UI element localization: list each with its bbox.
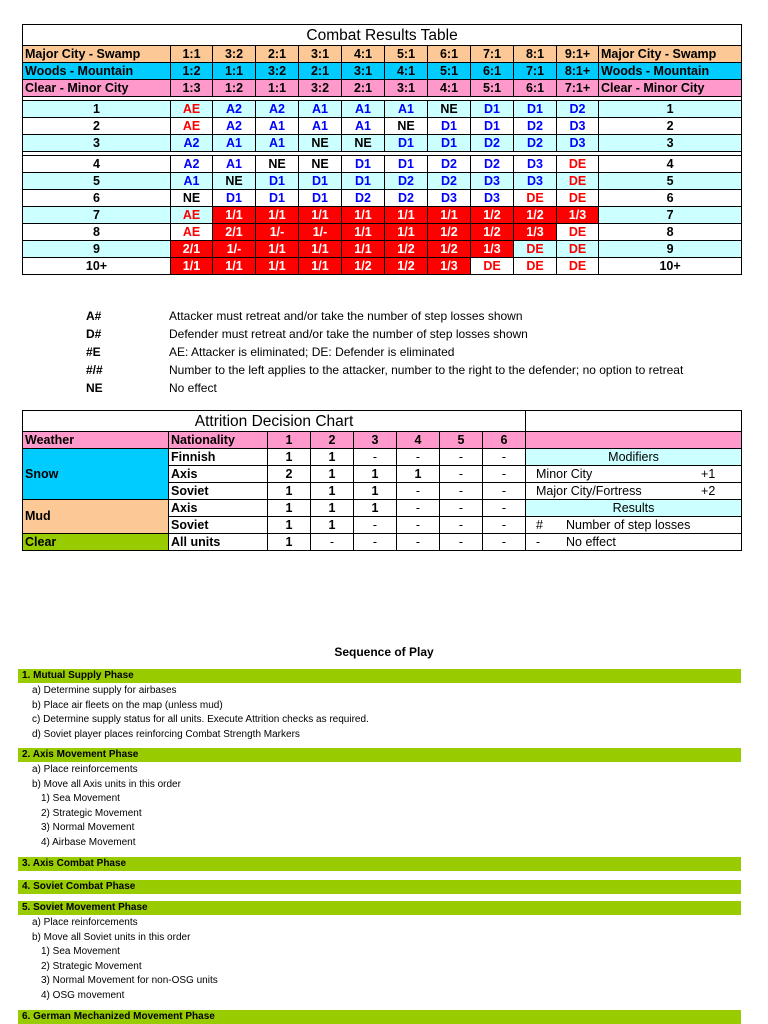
result-symbol: - [536,534,541,549]
legend-key: D# [86,327,102,341]
result-cell: AE [171,118,213,135]
attrition-value: 1 [354,466,397,483]
result-cell: AE [171,224,213,241]
result-cell: D1 [385,156,428,173]
result-cell: D1 [299,190,342,207]
result-cell: 1/2 [471,224,514,241]
phase-step: b) Move all Axis units in this order [32,778,181,790]
nationality-cell: Axis [169,500,268,517]
attrition-value: - [483,534,526,551]
result-cell: DE [514,190,557,207]
roll-header: 4 [397,432,440,449]
attrition-value: 1 [268,483,311,500]
result-row [23,156,742,173]
result-cell: NE [256,156,299,173]
phase-step: 1) Sea Movement [41,793,120,805]
modifier-label: Minor City [536,466,593,481]
result-cell: NE [385,118,428,135]
result-cell: 1/1 [385,224,428,241]
phase-step: d) Soviet player places reinforcing Combat Strength Markers [32,728,300,740]
attrition-value: 1 [268,534,311,551]
attrition-value: 1 [311,466,354,483]
attrition-value: 1 [311,449,354,466]
odds-cell: 3:1 [342,63,385,80]
result-row [23,135,742,152]
odds-cell: 7:1 [471,46,514,63]
weather-snow: Snow [23,449,169,500]
result-row [23,118,742,135]
attrition-value: - [440,466,483,483]
odds-cell: 1:1 [256,80,299,97]
attrition-value: - [483,517,526,534]
phase-header: 3. Axis Combat Phase [18,857,741,871]
result-row [23,173,742,190]
phase-header: 4. Soviet Combat Phase [18,880,741,894]
legend-key: NE [86,381,103,395]
result-cell: A2 [171,135,213,152]
die-roll: 8 [23,224,171,241]
phase-step: a) Place reinforcements [32,917,138,928]
result-cell: D1 [342,173,385,190]
result-cell: 2/1 [171,241,213,258]
phase-step: c) Determine supply status for all units. Execute Attrition checks as required. [32,714,369,726]
attrition-value: 1 [311,500,354,517]
attrition-row [23,500,742,517]
roll-header: 1 [268,432,311,449]
die-roll: 2 [23,118,171,135]
attrition-value: - [440,534,483,551]
result-cell: D3 [514,156,557,173]
combat-results-table [22,24,742,275]
phase-step: 3) Normal Movement for non-OSG units [41,975,218,987]
result-cell: 1/1 [428,207,471,224]
nationality-cell: Soviet [169,517,268,534]
result-cell: D2 [385,173,428,190]
phase-step: 1) Sea Movement [41,946,120,958]
odds-cell: 3:2 [256,63,299,80]
attrition-row [23,534,742,551]
die-roll: 2 [599,118,742,135]
result-cell: D2 [471,156,514,173]
attrition-value: - [397,517,440,534]
phase-step: b) Move all Soviet units in this order [32,931,191,943]
result-cell: D1 [514,101,557,118]
die-roll: 9 [23,241,171,258]
die-roll: 6 [23,190,171,207]
result-cell: D1 [299,173,342,190]
result-entry [526,534,742,551]
result-cell: 1/1 [342,224,385,241]
phase-step: 3) Normal Movement [41,822,135,834]
result-cell: 1/2 [342,258,385,275]
result-row [23,101,742,118]
result-cell: 1/2 [385,241,428,258]
result-cell: A2 [213,118,256,135]
odds-cell: 1:3 [171,80,213,97]
roll-header: 6 [483,432,526,449]
modifier-label: Major City/Fortress [536,483,642,498]
die-roll: 9 [599,241,742,258]
terrain-row [23,63,742,80]
terrain-row [23,80,742,97]
attrition-value: - [311,534,354,551]
result-cell: D2 [428,173,471,190]
die-roll: 10+ [599,258,742,275]
attrition-value: - [440,483,483,500]
result-cell: A1 [385,101,428,118]
result-cell: NE [299,156,342,173]
legend-key: #/# [86,363,103,377]
result-cell: D1 [471,101,514,118]
result-cell: D1 [213,190,256,207]
attrition-value: - [397,483,440,500]
result-cell: DE [514,258,557,275]
result-cell: D1 [385,135,428,152]
die-roll: 5 [23,173,171,190]
result-cell: A2 [171,156,213,173]
result-row [23,190,742,207]
odds-cell: 7:1+ [557,80,599,97]
odds-cell: 2:1 [299,63,342,80]
result-cell: 1/1 [342,207,385,224]
phase-step: a) Place reinforcements [32,764,138,775]
nationality-header: Nationality [169,432,268,449]
result-cell: A1 [213,156,256,173]
odds-cell: 8:1+ [557,63,599,80]
result-row [23,224,742,241]
result-cell: A1 [299,101,342,118]
result-cell: 1/2 [514,207,557,224]
result-cell: D3 [514,173,557,190]
result-cell: NE [299,135,342,152]
result-cell: D1 [256,190,299,207]
die-roll: 7 [599,207,742,224]
result-cell: AE [171,101,213,118]
modifier-entry [526,466,742,483]
phase-step: 2) Strategic Movement [41,960,142,972]
result-cell: DE [557,224,599,241]
attrition-value: 1 [397,466,440,483]
result-cell: AE [171,207,213,224]
odds-cell: 6:1 [514,80,557,97]
attrition-value: - [440,500,483,517]
result-cell: DE [557,258,599,275]
result-cell: 1/2 [428,224,471,241]
result-cell: NE [213,173,256,190]
result-cell: 1/1 [256,241,299,258]
modifiers-title: Modifiers [526,449,742,466]
odds-cell: 5:1 [471,80,514,97]
roll-header: 5 [440,432,483,449]
die-roll: 4 [23,156,171,173]
odds-cell: 4:1 [428,80,471,97]
result-cell: 1/3 [428,258,471,275]
result-cell: A2 [256,101,299,118]
result-cell: A1 [256,135,299,152]
odds-cell: 9:1+ [557,46,599,63]
attrition-value: - [354,534,397,551]
result-cell: D2 [514,135,557,152]
die-roll: 6 [599,190,742,207]
result-cell: D1 [471,118,514,135]
terrain-label: Clear - Minor City [23,80,171,97]
result-cell: A1 [299,118,342,135]
odds-cell: 2:1 [342,80,385,97]
die-roll: 10+ [23,258,171,275]
odds-cell: 7:1 [514,63,557,80]
odds-cell: 5:1 [428,63,471,80]
odds-cell: 1:2 [213,80,256,97]
die-roll: 4 [599,156,742,173]
odds-cell: 3:2 [299,80,342,97]
result-cell: A1 [256,118,299,135]
result-text: Number of step losses [566,517,691,532]
nationality-cell: All units [169,534,268,551]
sequence-of-play-title: Sequence of Play [334,645,434,659]
nationality-cell: Finnish [169,449,268,466]
result-cell: NE [342,135,385,152]
phase-step: b) Place air fleets on the map (unless mud) [32,699,223,711]
attrition-value: 1 [268,449,311,466]
result-text: No effect [566,534,616,549]
result-cell: D1 [428,135,471,152]
odds-cell: 5:1 [385,46,428,63]
result-cell: D1 [342,156,385,173]
result-cell: DE [557,190,599,207]
odds-cell: 3:2 [213,46,256,63]
attrition-value: - [440,449,483,466]
attrition-value: - [397,449,440,466]
result-cell: 1/1 [299,258,342,275]
result-cell: A2 [213,101,256,118]
result-cell: D3 [557,135,599,152]
odds-cell: 1:2 [171,63,213,80]
roll-header: 3 [354,432,397,449]
attrition-title: Attrition Decision Chart [23,411,526,432]
legend-description: No effect [169,381,217,395]
result-symbol: # [536,517,543,532]
result-cell: 1/3 [514,224,557,241]
die-roll: 1 [23,101,171,118]
result-cell: 1/1 [299,207,342,224]
result-cell: 1/1 [299,241,342,258]
die-roll: 3 [599,135,742,152]
result-cell: DE [514,241,557,258]
attrition-value: 1 [354,483,397,500]
result-cell: 1/1 [213,258,256,275]
attrition-value: 2 [268,466,311,483]
result-cell: D3 [428,190,471,207]
terrain-row [23,46,742,63]
phase-header: 6. German Mechanized Movement Phase [18,1010,741,1024]
legend-description: Attacker must retreat and/or take the number of step losses shown [169,309,523,323]
attrition-value: 1 [268,500,311,517]
attrition-value: - [483,500,526,517]
result-cell: 1/3 [557,207,599,224]
nationality-cell: Axis [169,466,268,483]
result-cell: D2 [342,190,385,207]
result-cell: D2 [471,135,514,152]
result-cell: 1/2 [385,258,428,275]
crt-title: Combat Results Table [23,25,742,46]
result-cell: 1/1 [171,258,213,275]
weather-header: Weather [23,432,169,449]
attrition-value: - [397,500,440,517]
result-entry [526,517,742,534]
die-roll: 1 [599,101,742,118]
legend-key: #E [86,345,101,359]
attrition-value: 1 [311,483,354,500]
modifier-value: +2 [701,483,716,498]
modifier-value: +1 [701,466,716,481]
odds-cell: 4:1 [342,46,385,63]
result-cell: 1/1 [342,241,385,258]
legend-key: A# [86,309,102,323]
result-cell: D2 [557,101,599,118]
attrition-value: - [397,534,440,551]
result-cell: 1/2 [428,241,471,258]
attrition-value: 1 [311,517,354,534]
result-cell: 1/1 [256,258,299,275]
odds-cell: 6:1 [471,63,514,80]
attrition-decision-chart [22,410,742,551]
odds-cell: 2:1 [256,46,299,63]
phase-header: 2. Axis Movement Phase [18,748,741,762]
result-cell: D2 [385,190,428,207]
result-cell: NE [171,190,213,207]
die-roll: 5 [599,173,742,190]
result-cell: NE [428,101,471,118]
die-roll: 7 [23,207,171,224]
result-cell: A1 [342,101,385,118]
result-row [23,207,742,224]
legend-description: Defender must retreat and/or take the number of step losses shown [169,327,528,341]
weather-clear: Clear [23,534,169,551]
result-cell: D3 [471,190,514,207]
terrain-label: Major City - Swamp [599,46,742,63]
terrain-label: Clear - Minor City [599,80,742,97]
phase-step: 2) Strategic Movement [41,807,142,819]
result-cell: D3 [557,118,599,135]
result-cell: DE [557,156,599,173]
weather-mud: Mud [23,500,169,534]
result-cell: D2 [428,156,471,173]
phase-header: 5. Soviet Movement Phase [18,901,741,915]
result-cell: DE [471,258,514,275]
attrition-value: - [483,466,526,483]
attrition-value: - [483,449,526,466]
result-cell: D2 [514,118,557,135]
phase-header: 1. Mutual Supply Phase [18,669,741,683]
odds-cell: 1:1 [171,46,213,63]
phase-step: 4) Airbase Movement [41,837,136,848]
attrition-row [23,449,742,466]
result-cell: 1/2 [471,207,514,224]
result-cell: A1 [342,118,385,135]
die-roll: 3 [23,135,171,152]
odds-cell: 1:1 [213,63,256,80]
result-cell: 1/1 [256,207,299,224]
result-cell: 1/- [256,224,299,241]
legend-description: AE: Attacker is eliminated; DE: Defender is eliminated [169,345,455,359]
result-row [23,258,742,275]
result-cell: A1 [213,135,256,152]
result-cell: 1/1 [213,207,256,224]
result-cell: 1/3 [471,241,514,258]
attrition-value: - [483,483,526,500]
phase-step: 4) OSG movement [41,990,125,1001]
odds-cell: 6:1 [428,46,471,63]
attrition-value: - [440,517,483,534]
result-row [23,241,742,258]
terrain-label: Major City - Swamp [23,46,171,63]
result-cell: 2/1 [213,224,256,241]
terrain-label: Woods - Mountain [23,63,171,80]
result-cell: A1 [171,173,213,190]
attrition-header-row [23,432,742,449]
attrition-value: - [354,449,397,466]
terrain-label: Woods - Mountain [599,63,742,80]
modifier-entry [526,483,742,500]
odds-cell: 4:1 [385,63,428,80]
die-roll: 8 [599,224,742,241]
odds-cell: 3:1 [385,80,428,97]
phase-step: a) Determine supply for airbases [32,685,177,696]
result-cell: 1/1 [385,207,428,224]
odds-cell: 8:1 [514,46,557,63]
result-cell: D1 [256,173,299,190]
legend-description: Number to the left applies to the attacker, number to the right to the defender; no option to retreat [169,363,684,377]
result-cell: D3 [471,173,514,190]
result-cell: 1/- [299,224,342,241]
attrition-value: 1 [268,517,311,534]
attrition-value: 1 [354,500,397,517]
results-title: Results [526,500,742,517]
roll-header: 2 [311,432,354,449]
result-cell: 1/- [213,241,256,258]
nationality-cell: Soviet [169,483,268,500]
result-cell: DE [557,173,599,190]
odds-cell: 3:1 [299,46,342,63]
result-cell: D1 [428,118,471,135]
result-cell: DE [557,241,599,258]
attrition-value: - [354,517,397,534]
